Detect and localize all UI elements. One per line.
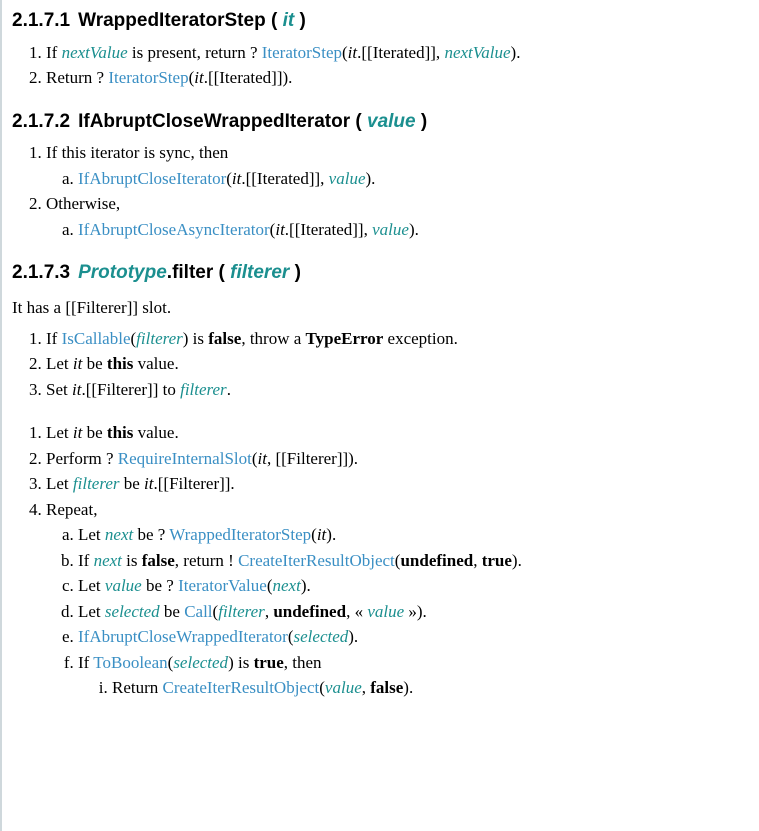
clause-param: value bbox=[367, 110, 416, 132]
text: be bbox=[123, 474, 140, 494]
link-toboolean[interactable]: ToBoolean bbox=[93, 652, 168, 672]
text: Let bbox=[78, 525, 101, 545]
text: ). bbox=[326, 525, 337, 545]
var-next: next bbox=[93, 550, 122, 570]
text: Let bbox=[78, 576, 101, 596]
clause-heading-2-1-7-1 bbox=[12, 8, 749, 34]
link-iteratorstep[interactable]: IteratorStep bbox=[108, 68, 189, 88]
step-item bbox=[112, 675, 749, 701]
text: Perform ? bbox=[46, 448, 114, 468]
link-call[interactable]: Call bbox=[184, 601, 213, 621]
text: ( bbox=[130, 328, 137, 348]
text: Set bbox=[46, 379, 68, 399]
link-requireinternalslot[interactable]: RequireInternalSlot bbox=[117, 448, 252, 468]
step-item bbox=[78, 548, 749, 574]
paren-close: ) bbox=[299, 10, 306, 31]
clause-param: filterer bbox=[230, 262, 290, 284]
step-item bbox=[78, 217, 749, 243]
clause-heading-2-1-7-2 bbox=[12, 109, 749, 135]
text: .[[Filterer]]. bbox=[153, 474, 235, 494]
text: Let bbox=[78, 601, 101, 621]
link-createiterresultobject[interactable]: CreateIterResultObject bbox=[162, 678, 320, 698]
text: , then bbox=[283, 652, 322, 672]
text: be ? bbox=[145, 576, 174, 596]
substeps-list bbox=[46, 217, 749, 243]
step-item bbox=[78, 573, 749, 599]
text: .[[Filterer]] to bbox=[81, 379, 176, 399]
keyword-true: true bbox=[253, 652, 284, 672]
var-selected: selected bbox=[293, 627, 349, 647]
text: ) is bbox=[182, 328, 205, 348]
var-value: value bbox=[328, 168, 366, 188]
text: value. bbox=[137, 423, 179, 443]
section-spacer bbox=[12, 91, 749, 109]
text: ). bbox=[403, 678, 414, 698]
text: ). bbox=[300, 576, 311, 596]
text: Return ? bbox=[46, 68, 105, 88]
keyword-undefined: undefined bbox=[400, 550, 474, 570]
var-filterer: filterer bbox=[72, 474, 120, 494]
text: , « bbox=[346, 601, 364, 621]
step-item bbox=[46, 326, 749, 352]
paren-close: ) bbox=[294, 262, 301, 284]
text: ( bbox=[251, 448, 258, 468]
text: value. bbox=[137, 354, 179, 374]
var-nextvalue: nextValue bbox=[61, 42, 128, 62]
step-item bbox=[78, 166, 749, 192]
var-selected: selected bbox=[173, 652, 229, 672]
substeps-list bbox=[46, 522, 749, 701]
text: ( bbox=[342, 42, 348, 62]
link-ifabruptclosewrappediterator[interactable]: IfAbruptCloseWrappedIterator bbox=[78, 627, 288, 647]
text: If this iterator is sync, then bbox=[46, 143, 229, 163]
text: ( bbox=[167, 652, 174, 672]
clause-param: it bbox=[282, 10, 295, 31]
clause-number: 2.1.7.1 bbox=[12, 10, 71, 31]
var-filterer: filterer bbox=[180, 379, 227, 399]
text: Let bbox=[46, 423, 69, 443]
text: be ? bbox=[137, 525, 166, 545]
var-value: value bbox=[367, 601, 405, 621]
list-spacer bbox=[12, 402, 749, 414]
text: Repeat, bbox=[46, 499, 98, 519]
step-item bbox=[46, 377, 749, 403]
var-next: next bbox=[272, 576, 301, 596]
link-iscallable[interactable]: IsCallable bbox=[61, 328, 131, 348]
link-wrappediteratorstep[interactable]: WrappedIteratorStep bbox=[169, 525, 312, 545]
step-item bbox=[46, 446, 749, 472]
text: , bbox=[264, 601, 270, 621]
keyword-false: false bbox=[208, 328, 242, 348]
keyword-typeerror: TypeError bbox=[305, 328, 384, 348]
var-filterer: filterer bbox=[136, 328, 183, 348]
text: , bbox=[361, 678, 366, 698]
text: ( bbox=[269, 219, 276, 239]
clause-title-prefix: Prototype bbox=[78, 262, 167, 284]
text: be bbox=[86, 354, 103, 374]
text: be bbox=[86, 423, 103, 443]
text: If bbox=[46, 42, 58, 62]
var-it: it bbox=[275, 219, 285, 239]
var-it: it bbox=[347, 42, 358, 62]
text: . bbox=[226, 379, 231, 399]
var-value: value bbox=[104, 576, 142, 596]
link-ifabruptcloseiterator[interactable]: IfAbruptCloseIterator bbox=[78, 168, 227, 188]
clause-title: WrappedIteratorStep bbox=[78, 10, 266, 31]
paren-open: ( bbox=[355, 110, 362, 132]
paren-close: ) bbox=[420, 110, 428, 132]
text: Otherwise, bbox=[46, 194, 121, 214]
step-item bbox=[46, 471, 749, 497]
text: is present, return ? bbox=[131, 42, 258, 62]
var-it: it bbox=[257, 448, 267, 468]
keyword-this: this bbox=[106, 423, 134, 443]
text: If bbox=[46, 328, 58, 348]
text: Let bbox=[46, 354, 69, 374]
text: .[[Iterated]], bbox=[357, 42, 441, 62]
steps-list-2-1-7-2 bbox=[12, 140, 749, 242]
clause-heading-2-1-7-3 bbox=[12, 260, 749, 286]
clause-title: IfAbruptCloseWrappedIterator bbox=[78, 110, 351, 132]
keyword-false: false bbox=[370, 678, 404, 698]
text: »). bbox=[408, 601, 427, 621]
text: .[[Iterated]], bbox=[284, 219, 368, 239]
link-ifabruptcloseasynciterator[interactable]: IfAbruptCloseAsyncIterator bbox=[78, 219, 270, 239]
clause-number: 2.1.7.3 bbox=[12, 262, 71, 284]
var-it: it bbox=[144, 474, 154, 494]
clause-title: .filter bbox=[166, 262, 214, 284]
text: ( bbox=[394, 550, 401, 570]
var-it: it bbox=[231, 168, 242, 188]
var-it: it bbox=[72, 354, 83, 374]
text: is bbox=[126, 550, 138, 570]
var-it: it bbox=[316, 525, 327, 545]
section-spacer bbox=[12, 242, 749, 260]
text: ( bbox=[266, 576, 273, 596]
step-item bbox=[46, 140, 749, 191]
text: .[[Iterated]], bbox=[241, 168, 325, 188]
keyword-true: true bbox=[481, 550, 512, 570]
text: ). bbox=[510, 42, 521, 62]
text: ( bbox=[319, 678, 325, 698]
link-iteratorvalue[interactable]: IteratorValue bbox=[178, 576, 267, 596]
step-item bbox=[78, 599, 749, 625]
steps-list-2-1-7-3-second bbox=[12, 420, 749, 701]
text: ). bbox=[511, 550, 522, 570]
clause-number: 2.1.7.2 bbox=[12, 110, 71, 132]
text: ) is bbox=[228, 652, 250, 672]
step-item bbox=[46, 65, 749, 91]
text: Let bbox=[46, 474, 69, 494]
text: .[[Iterated]]). bbox=[203, 68, 293, 88]
var-it: it bbox=[194, 68, 204, 88]
keyword-undefined: undefined bbox=[273, 601, 347, 621]
text: ( bbox=[188, 68, 195, 88]
link-createiterresultobject[interactable]: CreateIterResultObject bbox=[238, 550, 395, 570]
substeps-list bbox=[46, 166, 749, 192]
var-nextvalue: nextValue bbox=[444, 42, 511, 62]
step-item bbox=[78, 522, 749, 548]
var-filterer: filterer bbox=[218, 601, 265, 621]
clause-prose: It has a [[Filterer]] slot. bbox=[12, 297, 172, 317]
paren-open: ( bbox=[218, 262, 225, 284]
steps-list-2-1-7-1 bbox=[12, 40, 749, 91]
steps-list-2-1-7-3-first bbox=[12, 326, 749, 403]
text: , return ! bbox=[174, 550, 234, 570]
step-item bbox=[46, 351, 749, 377]
var-it: it bbox=[71, 379, 82, 399]
text: ). bbox=[365, 168, 376, 188]
var-selected: selected bbox=[104, 601, 160, 621]
keyword-this: this bbox=[106, 354, 134, 374]
text: exception. bbox=[387, 328, 458, 348]
text: ( bbox=[311, 525, 317, 545]
var-value: value bbox=[372, 219, 409, 239]
var-it: it bbox=[72, 423, 83, 443]
text: ( bbox=[226, 168, 232, 188]
keyword-false: false bbox=[141, 550, 175, 570]
text: ). bbox=[408, 219, 419, 239]
step-item bbox=[46, 40, 749, 66]
step-item bbox=[46, 497, 749, 701]
subsubsteps-list bbox=[78, 675, 749, 701]
text: If bbox=[78, 652, 90, 672]
text: ( bbox=[212, 601, 219, 621]
step-item bbox=[78, 624, 749, 650]
text: , [[Filterer]]). bbox=[266, 448, 359, 468]
var-value: value bbox=[324, 678, 362, 698]
step-item bbox=[78, 650, 749, 701]
var-next: next bbox=[104, 525, 134, 545]
paren-open: ( bbox=[270, 10, 278, 31]
text: ( bbox=[287, 627, 294, 647]
text: Return bbox=[112, 678, 159, 698]
text: , bbox=[473, 550, 478, 570]
step-item bbox=[46, 420, 749, 446]
text: be bbox=[163, 601, 180, 621]
step-item bbox=[46, 191, 749, 242]
text: If bbox=[78, 550, 90, 570]
text: , throw a bbox=[241, 328, 302, 348]
link-iteratorstep[interactable]: IteratorStep bbox=[261, 42, 342, 62]
text: ). bbox=[348, 627, 359, 647]
